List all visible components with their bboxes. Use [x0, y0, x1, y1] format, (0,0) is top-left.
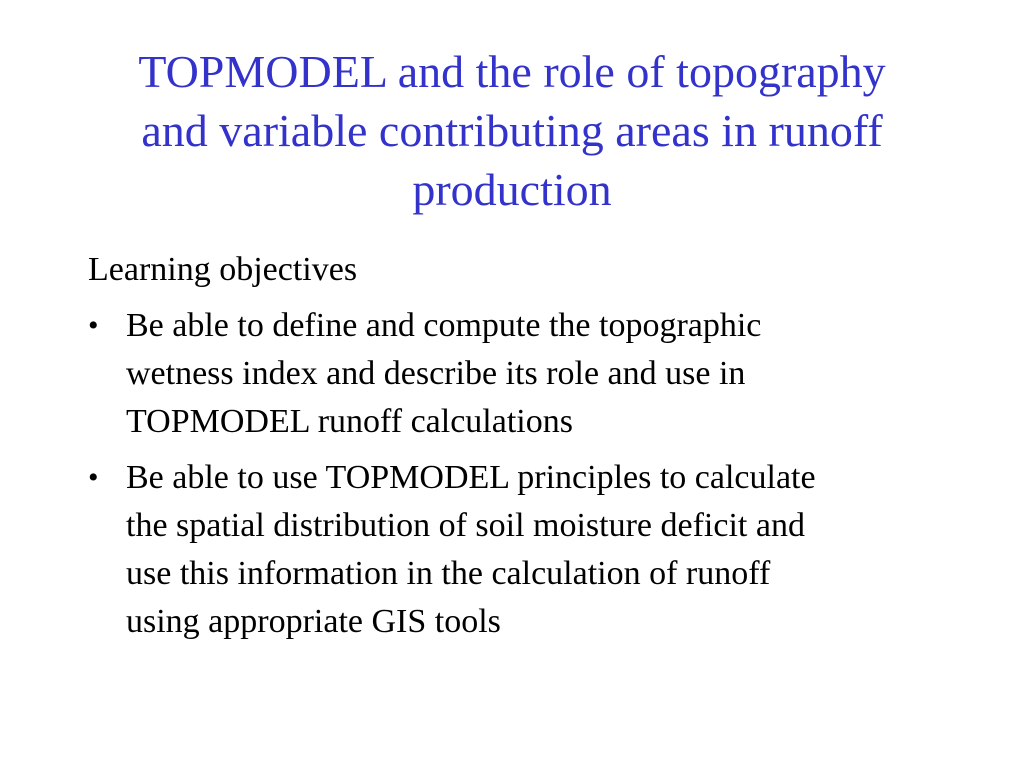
bullet-item	[88, 454, 968, 646]
bullet-line: Be able to use TOPMODEL principles to calculate	[126, 459, 816, 496]
bullet-line: TOPMODEL runoff calculations	[126, 403, 573, 440]
bullet-icon: •	[88, 461, 99, 494]
bullet-line: using appropriate GIS tools	[126, 603, 501, 640]
bullet-line: the spatial distribution of soil moisture deficit and	[126, 507, 805, 544]
bullet-line: use this information in the calculation of runoff	[126, 555, 771, 592]
bullet-icon: •	[88, 309, 99, 342]
slide-body	[88, 246, 968, 654]
title-line: production	[412, 164, 612, 215]
bullet-line: Be able to define and compute the topographic	[126, 307, 762, 344]
bullet-line: wetness index and describe its role and use in	[126, 355, 746, 392]
slide-title	[60, 42, 964, 219]
title-line: and variable contributing areas in runoff	[141, 105, 883, 156]
title-line: TOPMODEL and the role of topography	[138, 46, 886, 97]
learning-objectives-heading: Learning objectives	[88, 251, 358, 288]
bullet-item	[88, 302, 968, 446]
